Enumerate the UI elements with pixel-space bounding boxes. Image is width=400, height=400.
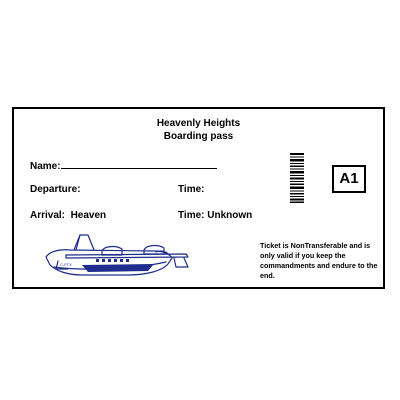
departure-time-label: Time: [178, 184, 205, 195]
barcode-icon [290, 153, 304, 203]
arrival-time-value: Unknown [207, 210, 253, 221]
seat-number: A1 [332, 165, 366, 193]
ticket-notice: Ticket is NonTransferable and is only valid if you keep the commandments and endure to the end. [260, 241, 378, 280]
name-blank-line [61, 159, 217, 169]
departure-label: Departure: [30, 184, 81, 195]
plane-registration: C-FTX [60, 262, 72, 267]
arrival-time-field [178, 210, 252, 222]
arrival-field [30, 210, 106, 222]
airline-title: Heavenly Heights [156, 118, 241, 129]
arrival-time-label: Time: [178, 210, 205, 221]
name-field [30, 159, 217, 173]
arrival-value: Heaven [70, 210, 107, 221]
ticket-header [14, 117, 383, 143]
boarding-pass [12, 107, 385, 289]
arrival-label: Arrival: [30, 210, 66, 221]
seaplane-illustration [36, 231, 196, 281]
name-label: Name: [30, 161, 61, 172]
ticket-subtitle: Boarding pass [163, 131, 234, 142]
